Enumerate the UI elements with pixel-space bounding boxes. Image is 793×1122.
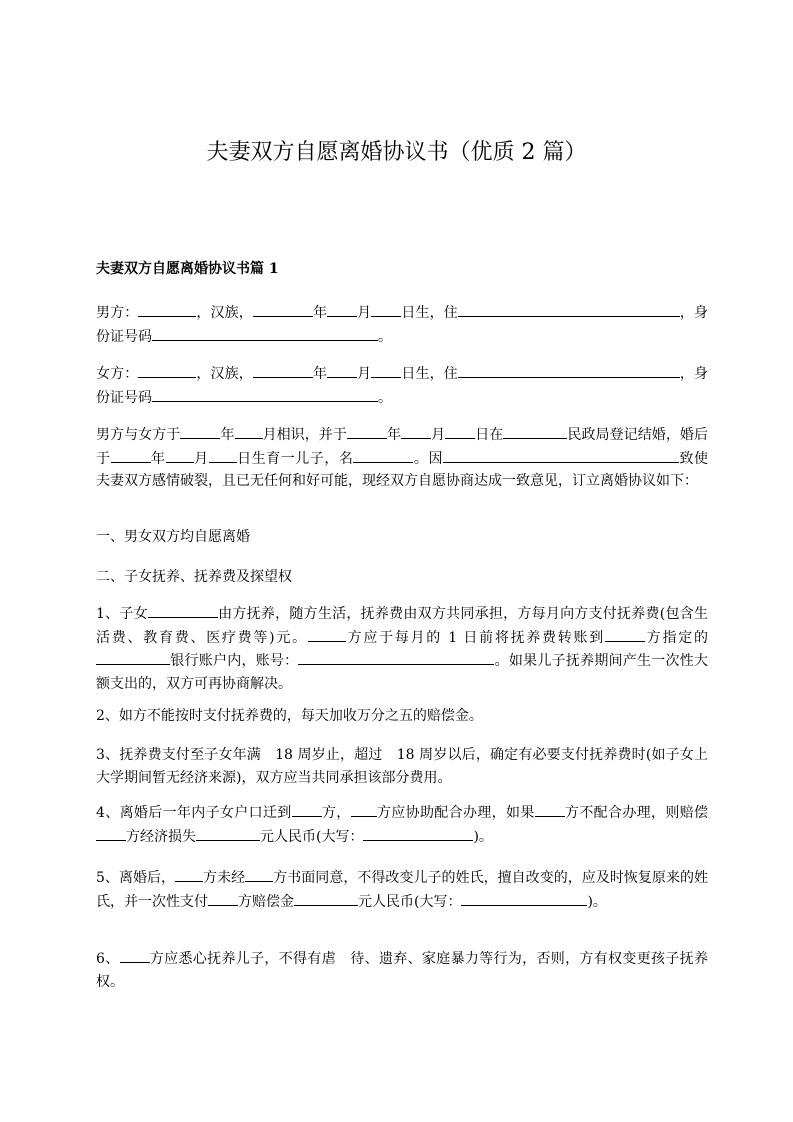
clause-2-2: 2、如方不能按时支付抚养费的，每天加收万分之五的赔偿金。 [96,708,483,724]
clause-2-5: 5、离婚后， 方未经 方书面同意，不得改变儿子的姓氏，擅自改变的，应及时恢复原来的姓氏，并一次性支付 方赔偿金 元人民币(大写： )。 [96,866,708,913]
section-title: 夫妻双方自愿离婚协议书篇 1 [96,261,279,277]
clause-2-3: 3、抚养费支付至子女年满 18 周岁止，超过 18 周岁以后，确定有必要支付抚养费时(如子女上大学期间暂无经济来源)，双方应当共同承担该部分费用。 [96,747,708,786]
document-title: 夫妻双方自愿离婚协议书（优质 2 篇） [206,140,587,165]
clause-item-1: 一、男女双方均自愿离婚 [96,529,250,545]
female-party-paragraph: 女方： ，汉族， 年 月 日生，住 ，身份证号码 。 [96,362,708,409]
marriage-paragraph: 男方与女方于 年 月相识，并于 年 月 日在 民政局登记结婚，婚后于 年 月 日生育一儿子，名 。因 致使夫妻双方感情破裂，且已无任何和好可能，现经双方自愿协商达成一致意见，订立离婚协议如下： [96,423,708,493]
clause-2-4: 4、离婚后一年内子女户口迁到 方， 方应协助配合办理，如果 方不配合办理，则赔偿方经济损失 元人民币(大写： )。 [96,801,708,848]
clause-2-6: 6、 方应悉心抚养儿子，不得有虐 待、遗弃、家庭暴力等行为，否则，方有权变更孩子抚养权。 [96,947,708,993]
clause-item-2: 二、子女抚养、抚养费及探望权 [96,569,292,585]
clause-2-1: 1、子女 由方抚养，随方生活，抚养费由双方共同承担，方每月向方支付抚养费(包含生活费、教育费、医疗费等)元。 方应于每月的 1 日前将抚养费转账到 方指定的银行账户内，账号： 。如果儿子抚养期间产生一次性大额支出的，双方可再协商解决。 [96,602,708,695]
male-party-paragraph: 男方： ，汉族， 年 月 日生，住 ，身份证号码 。 [96,301,708,348]
